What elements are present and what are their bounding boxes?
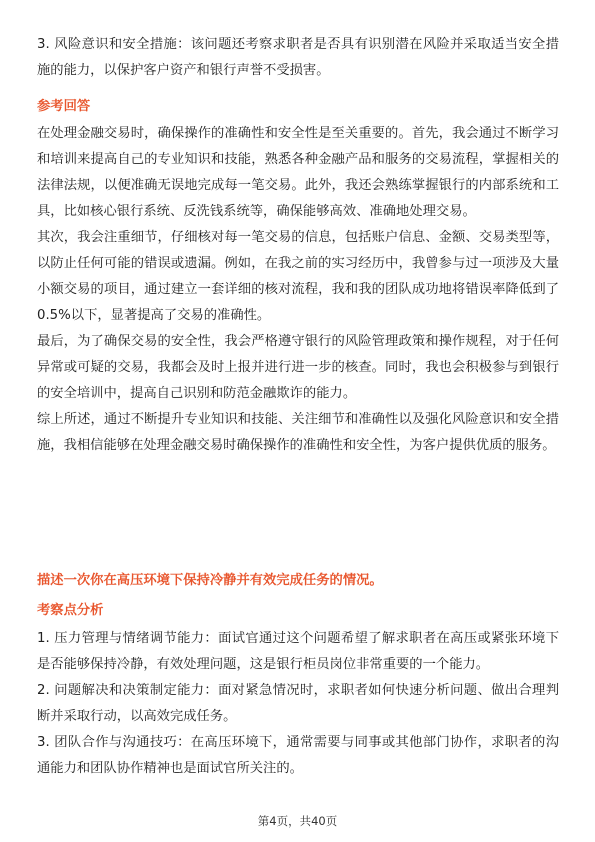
answer-paragraph: 其次，我会注重细节，仔细核对每一笔交易的信息，包括账户信息、金额、交易类型等，以防止任何可能的错误或遗漏。例如，在我之前的实习经历中，我曾参与过一项涉及大量小额交易的项目，通过建立一套详细的核对流程，我和我的团队成功地将错误率降低到了0.5%以下，显著提高了交易的准确性。 — [37, 230, 559, 323]
question-heading: 描述一次你在高压环境下保持冷静并有效完成任务的情况。 — [37, 573, 383, 588]
analysis-point: 1. 压力管理与情绪调节能力：面试官通过这个问题希望了解求职者在高压或紧张环境下是否能够保持冷静，有效处理问题，这是银行柜员岗位非常重要的一个能力。 — [37, 631, 559, 672]
analysis-point: 2. 问题解决和决策制定能力：面对紧急情况时，求职者如何快速分析问题、做出合理判断并采取行动，以高效完成任务。 — [37, 683, 559, 724]
analysis-heading: 考察点分析 — [37, 603, 104, 618]
page-footer: 第4页，共40页 — [257, 814, 338, 828]
analysis-points — [37, 626, 559, 782]
answer-paragraph: 最后，为了确保交易的安全性，我会严格遵守银行的风险管理政策和操作规程，对于任何异常或可疑的交易，我都会及时上报并进行进一步的核查。同时，我也会积极参与到银行的安全培训中，提高自己识别和防范金融欺诈的能力。 — [37, 334, 559, 401]
answer-paragraph: 在处理金融交易时，确保操作的准确性和安全性是至关重要的。首先，我会通过不断学习和培训来提高自己的专业知识和技能，熟悉各种金融产品和服务的交易流程，掌握相关的法律法规，以便准确无误地完成每一笔交易。此外，我还会熟练掌握银行的内部系统和工具，比如核心银行系统、反洗钱系统等，确保能够高效、准确地处理交易。 — [37, 126, 559, 219]
reference-answer-heading: 参考回答 — [37, 99, 91, 114]
analysis-point-3-prev: 3. 风险意识和安全措施：该问题还考察求职者是否具有识别潜在风险并采取适当安全措施的能力，以保护客户资产和银行声誉不受损害。 — [37, 37, 559, 78]
reference-answer-body — [37, 121, 559, 459]
analysis-point: 3. 团队合作与沟通技巧：在高压环境下，通常需要与同事或其他部门协作，求职者的沟通能力和团队协作精神也是面试官所关注的。 — [37, 735, 559, 776]
answer-paragraph: 综上所述，通过不断提升专业知识和技能、关注细节和准确性以及强化风险意识和安全措施，我相信能够在处理金融交易时确保操作的准确性和安全性，为客户提供优质的服务。 — [37, 412, 559, 453]
